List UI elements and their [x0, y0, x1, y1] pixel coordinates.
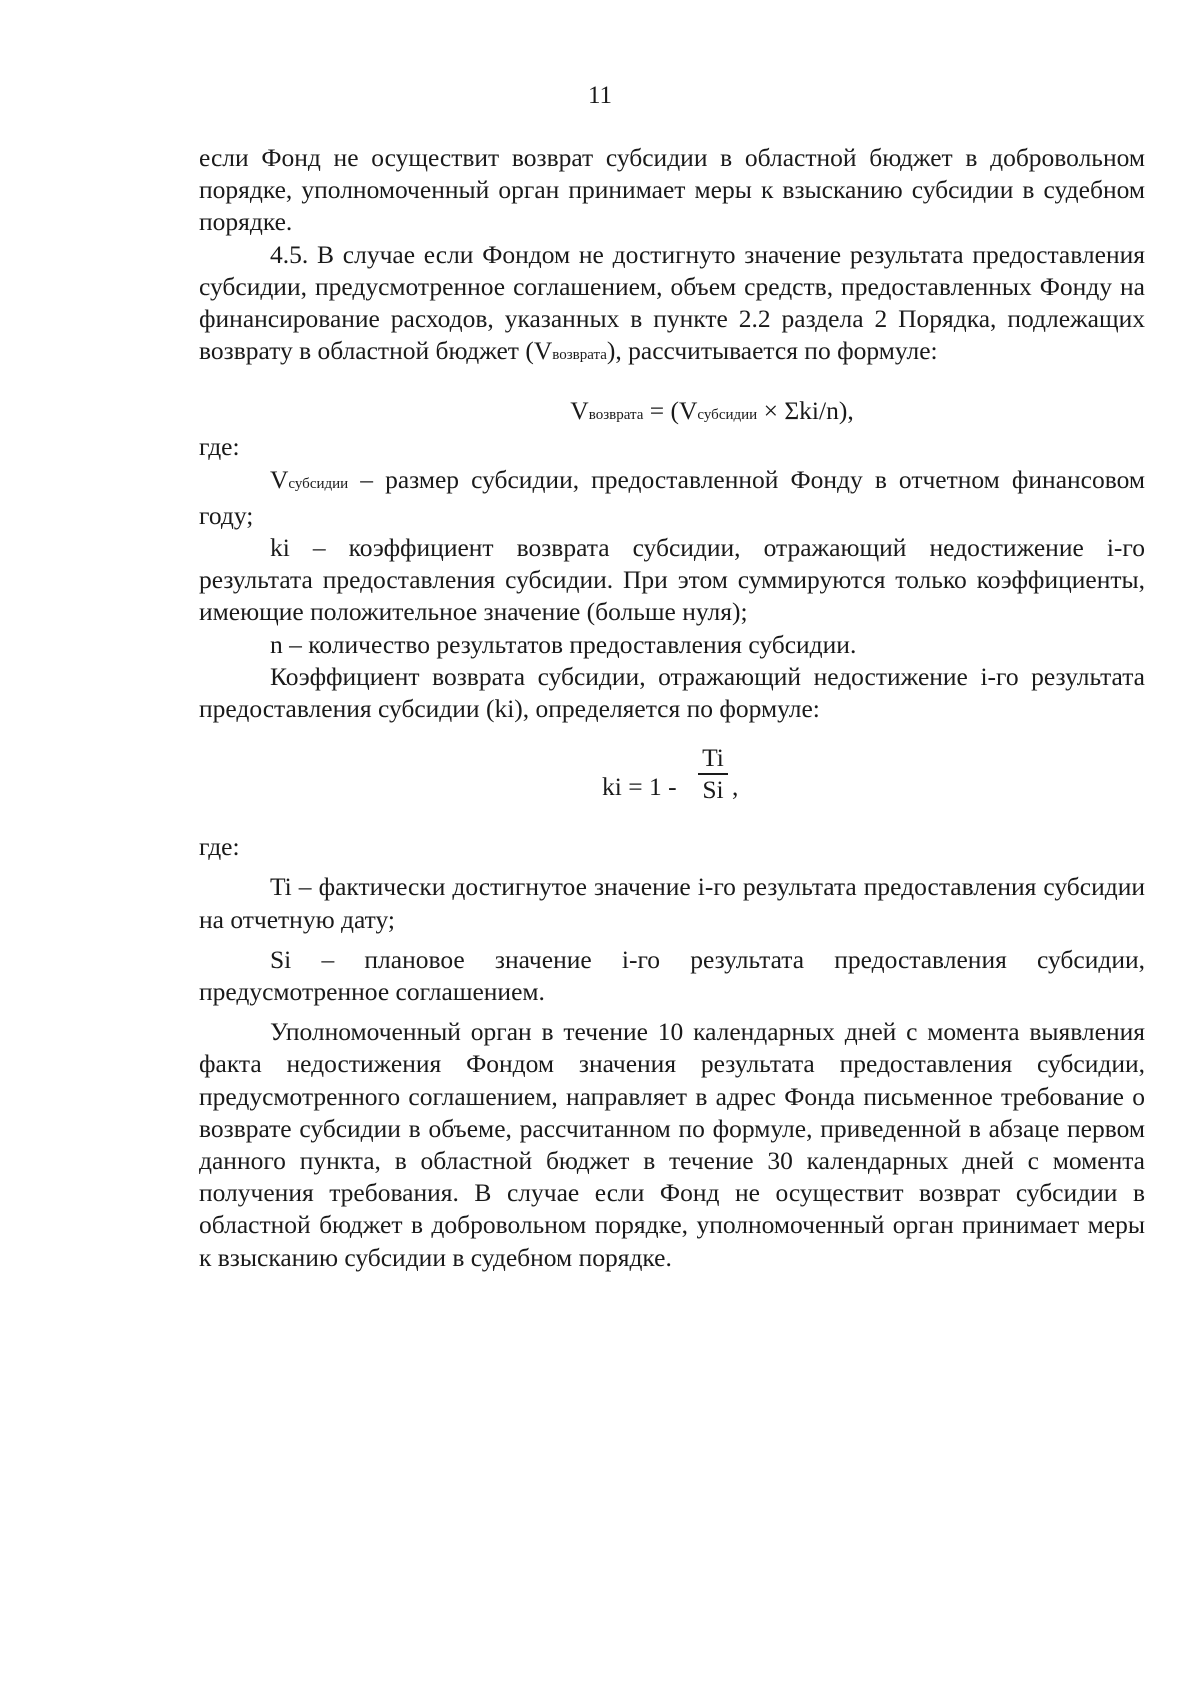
page-number: 11: [587, 82, 613, 109]
paragraph-4-5-tail: ), рассчитывается по формуле:: [606, 336, 938, 366]
def-v-sub: субсидии: [288, 475, 349, 492]
formula-ki: [199, 739, 1145, 831]
formula-v-return-sub: возврата: [588, 407, 644, 424]
formula-v-subsidy-sub: субсидии: [697, 407, 758, 424]
definition-si: Si – плановое значение i-го результата предоставления субсидии, предусмотренное соглашением.: [199, 944, 1145, 1007]
definition-ti: Ti – фактически достигнутое значение i-го результата предоставления субсидии на отчетную дату;: [199, 872, 1145, 934]
v-return-subscript: возврата: [552, 347, 607, 364]
formula-rest: × Σki/n),: [757, 396, 854, 426]
formula-ki-fraction: [696, 743, 730, 805]
where-label-1: где:: [199, 432, 240, 462]
coefficient-intro: Коэффициент возврата субсидии, отражающий недостижение i-го результата предоставления субсидии (ki), определяется по формуле:: [199, 661, 1145, 724]
final-paragraph: Уполномоченный орган в течение 10 календарных дней с момента выявления факта недостижения Фондом значения результата предоставления субсидии, предусмотренного соглашением, направляет в адрес Фонда письменное требование о возврате субсидии в объеме, рассчитанном по формуле, приведенной в абзаце первом данного пункта, в областной бюджет в течение 30 календарных дней с момента получения требования. В случае если Фонд не осуществит возврат субсидии в областной бюджет в добровольном порядке, уполномоченный орган принимает меры к взысканию субсидии в судебном порядке.: [199, 1017, 1145, 1272]
paragraph-4-5-text: 4.5. В случае если Фондом не достигнуто значение результата предоставления субсидии, предусмотренное соглашением, объем средств, предоставленных Фонду на финансирование расходов, указанных в пункте 2.2 раздела 2 Порядка, подлежащих возврату в областной бюджет: [199, 239, 1145, 366]
paragraph-4-5: [199, 239, 1145, 372]
fraction-numerator: Ti: [702, 743, 724, 773]
definition-n: n – количество результатов предоставления субсидии.: [270, 629, 857, 659]
definition-v-subsidy: [199, 464, 1145, 532]
fraction-denominator: Si: [702, 775, 724, 805]
def-v-text: – размер субсидии, предоставленной Фонду в отчетном финансовом году;: [199, 464, 1145, 530]
formula-ki-lhs: ki = 1 -: [602, 772, 677, 802]
formula-v-return: [199, 391, 1145, 431]
document-body: [199, 142, 1145, 1274]
formula-v: V: [570, 396, 589, 426]
definition-ki: ki – коэффициент возврата субсидии, отражающий недостижение i-го результата предоставления субсидии. При этом суммируются только коэффициенты, имеющие положительное значение (больше нуля);: [199, 533, 1145, 627]
paragraph-continuation: если Фонд не осуществит возврат субсидии в областной бюджет в добровольном порядке, уполномоченный орган принимает меры к взысканию субсидии в судебном порядке.: [199, 143, 1145, 237]
formula-ki-comma: ,: [732, 772, 739, 802]
def-v-prefix: V: [270, 464, 289, 494]
v-prefix: (V: [525, 336, 553, 366]
where-label-2: где:: [199, 832, 240, 862]
formula-eq: = (V: [643, 396, 698, 426]
